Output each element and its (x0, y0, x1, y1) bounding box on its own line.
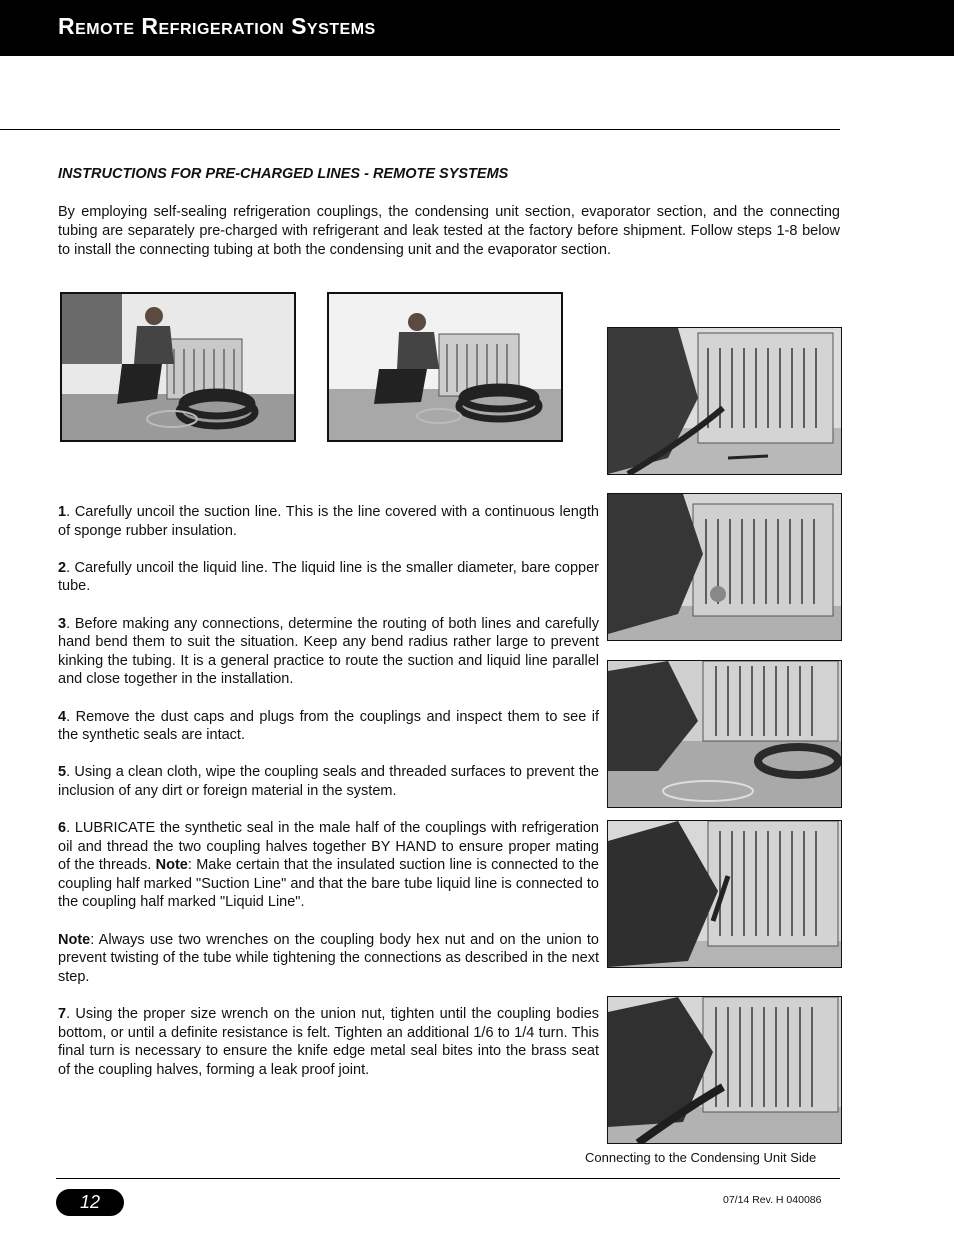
revision-info: 07/14 Rev. H 040086 (723, 1194, 822, 1206)
step-text: Before making any connections, determine the routing of both lines and carefully hand bend them to suit the situation. Keep any bend radius rather large to prevent kinking the tubing. It is a general practice to route the suction and liquid line parallel and close together in the installation. (58, 615, 599, 688)
photo-uncoil-liquid-line (327, 292, 563, 442)
step-number: 7 (58, 1006, 67, 1023)
step-number: 3 (58, 615, 67, 632)
photo-thread-couplings (607, 820, 842, 968)
step-4: 4. Remove the dust caps and plugs from the couplings and inspect them to see if the synthetic seals are intact. (58, 708, 599, 744)
step-5: 5. Using a clean cloth, wipe the coupling seals and threaded surfaces to prevent the inclusion of any dirt or foreign material in the system. (58, 764, 599, 799)
photo-caption: Connecting to the Condensing Unit Side (585, 1150, 817, 1165)
header-bar (0, 0, 954, 56)
step-text: Carefully uncoil the liquid line. The liquid line is the smaller diameter, bare copper tube. (58, 559, 599, 595)
intro-paragraph: By employing self-sealing refrigeration couplings, the condensing unit section, evaporator section, and the connecting tubing are separately pre-charged with refrigerant and leak tested at the factory before shipment. Follow steps 1-8 below to install the connecting tubing at both the condensing unit and the evaporator section. (58, 204, 840, 258)
step-3: 3. Before making any connections, determine the routing of both lines and carefully hand bend them to suit the situation. Keep any bend radius rather large to prevent kinking the tubing. It is a general practice to route the suction and liquid line parallel and close together in the installation. (58, 615, 599, 688)
photo-remove-dust-caps (607, 493, 842, 641)
step-text: LUBRICATE the synthetic seal in the male half of the couplings with refrigeration oil and thread the two coupling halves together BY HAND to ensure proper mating of the threads. (58, 820, 599, 874)
steps-list (58, 503, 599, 1098)
step-number: 1 (58, 504, 67, 520)
note-text: : Make certain that the insulated suction line is connected to the coupling half marked "Suction Line" and that the bare tube liquid line is connected to the coupling half marked "Liquid Line". (58, 857, 599, 911)
page-number: 12 (56, 1189, 124, 1216)
note-paragraph (58, 931, 599, 987)
photo-tighten-union-nut (607, 996, 842, 1144)
page-title: Remote Refrigeration Systems (58, 13, 376, 39)
footer-rule (56, 1178, 840, 1179)
step-number: 5 (58, 764, 67, 781)
photo-wipe-coupling-seals (607, 660, 842, 808)
section-heading: INSTRUCTIONS FOR PRE-CHARGED LINES - REMOTE SYSTEMS (58, 166, 509, 182)
step-2: 2. Carefully uncoil the liquid line. The liquid line is the smaller diameter, bare copper tube. (58, 559, 599, 595)
step-number: 2 (58, 559, 67, 576)
step-7: 7. Using the proper size wrench on the union nut, tighten until the coupling bodies bottom, or until a definite resistance is felt. Tighten an additional 1/6 to 1/4 turn. This final turn is necessary to ensure the knife edge metal seal bites into the brass seat of the coupling halves, forming a leak proof joint. (58, 1006, 600, 1078)
step-6: 6. LUBRICATE the synthetic seal in the male half of the couplings with refrigeration oil and thread the two coupling halves together BY HAND to ensure proper mating of the threads. Note: Make certain that the insulated suction line is connected to the coupling half marked "Suction Line" and that the bare tube liquid line is connected to the coupling half marked "Liquid Line". (58, 820, 599, 911)
note-label: Note (58, 931, 91, 948)
step-text: Using the proper size wrench on the union nut, tighten until the coupling bodies bottom, or until a definite resistance is felt. Tighten an additional 1/6 to 1/4 turn. This final turn is necessary to ensure the knife edge metal seal bites into the brass seat of the coupling halves, forming a leak proof joint. (58, 1006, 600, 1078)
photo-route-lines (607, 327, 842, 475)
note-text: : Always use two wrenches on the coupling body hex nut and on the union to prevent twisting of the tube while tightening the connections as described in the next step. (58, 931, 599, 985)
step-number: 6 (58, 820, 67, 837)
step-1: 1. Carefully uncoil the suction line. This is the line covered with a continuous length of sponge rubber insulation. (58, 504, 599, 539)
step-text: Using a clean cloth, wipe the coupling seals and threaded surfaces to prevent the inclusion of any dirt or foreign material in the system. (58, 764, 599, 799)
step-text: Remove the dust caps and plugs from the couplings and inspect them to see if the synthetic seals are intact. (58, 708, 599, 744)
photo-uncoil-suction-line (60, 292, 296, 442)
step-text: Carefully uncoil the suction line. This is the line covered with a continuous length of sponge rubber insulation. (58, 504, 599, 539)
note-label: Note (155, 857, 188, 874)
top-rule (0, 129, 840, 130)
step-number: 4 (58, 708, 67, 725)
